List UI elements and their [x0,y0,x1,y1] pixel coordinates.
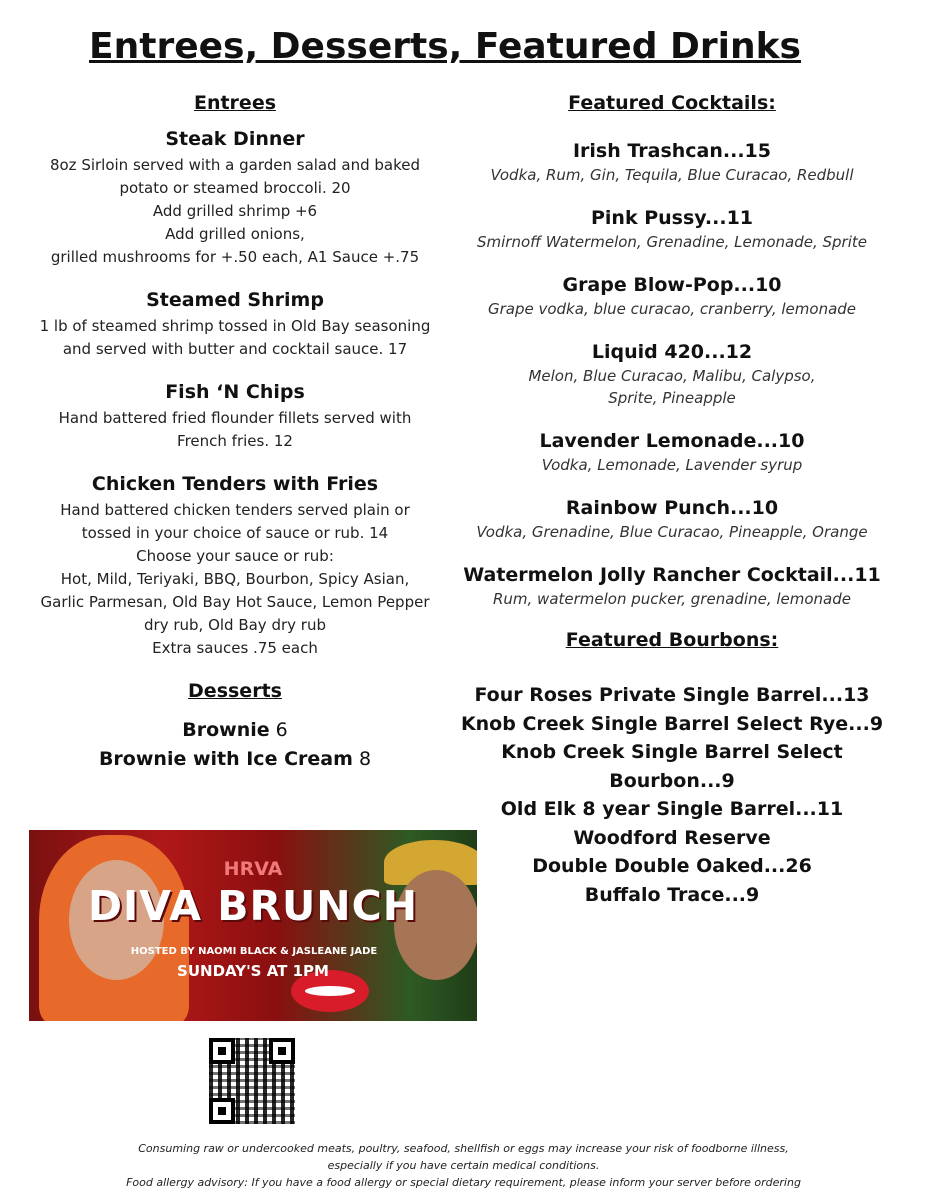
cocktail-name: Pink Pussy...11 [590,207,754,229]
cocktail-item [452,428,892,476]
desc-line: Extra sauces .75 each [152,639,318,657]
item-name: Steamed Shrimp [146,289,324,311]
item-description [28,499,442,660]
desserts-heading: Desserts [188,680,282,702]
menu-item [28,381,442,453]
cocktail-name: Irish Trashcan...15 [572,140,771,162]
banner-title: DIVA BRUNCH [87,882,419,930]
page-title: Entrees, Desserts, Featured Drinks [89,26,801,67]
desc-line: tossed in your choice of sauce or rub. 14 [81,524,389,542]
cocktail-ingredients: Vodka, Rum, Gin, Tequila, Blue Curacao, Redbull [490,166,854,184]
desc-line: and served with butter and cocktail sauce. 17 [62,340,408,358]
cocktails-heading: Featured Cocktails: [568,92,776,114]
menu-item [28,473,442,660]
bourbon-item: Buffalo Trace...9 [584,883,760,906]
item-name: Steak Dinner [165,128,305,150]
qr-finder [209,1098,235,1124]
cocktail-ingredients: Vodka, Grenadine, Blue Curacao, Pineapple, Orange [476,523,868,541]
bourbon-item: Knob Creek Single Barrel Select Bourbon...9 [501,741,843,792]
bourbon-item: Double Double Oaked...26 [532,855,812,877]
qr-finder [269,1038,295,1064]
cocktail-ingredients: Melon, Blue Curacao, Malibu, Calypso, [528,367,816,385]
diva-brunch-banner [29,830,477,1021]
cocktail-item [452,205,892,253]
desc-line: Choose your sauce or rub: [136,547,334,565]
item-description [28,407,442,453]
dessert-price: 8 [358,747,372,770]
right-column [452,92,892,909]
cocktail-name: Watermelon Jolly Rancher Cocktail...11 [463,564,881,586]
cocktail-ingredients: Sprite, Pineapple [608,389,736,407]
cocktail-item [452,495,892,543]
desc-line: dry rub, Old Bay dry rub [144,616,326,634]
cocktail-name: Grape Blow-Pop...10 [562,274,782,296]
dessert-price: 6 [275,719,288,741]
item-name: Chicken Tenders with Fries [91,473,379,495]
menu-item [28,289,442,361]
bourbon-item: Old Elk 8 year Single Barrel...11 [500,798,844,820]
desc-line: Add grilled onions, [165,225,305,243]
desc-line: 8oz Sirloin served with a garden salad and baked [49,156,421,174]
qr-finder [209,1038,235,1064]
desc-line: Hand battered fried flounder fillets served with [58,409,412,427]
desc-line: French fries. 12 [177,432,293,450]
footer-line: Consuming raw or undercooked meats, poultry, seafood, shellfish or eggs may increase your risk of foodborne illness, [138,1142,789,1155]
footer-line: especially if you have certain medical conditions. [327,1159,600,1172]
cocktail-item [452,138,892,186]
entrees-heading: Entrees [193,92,277,114]
dessert-name: Brownie [182,719,270,741]
desc-line: 1 lb of steamed shrimp tossed in Old Bay seasoning [39,317,431,335]
cocktail-ingredients: Vodka, Lemonade, Lavender syrup [541,456,803,474]
cocktail-item [452,272,892,320]
cocktail-ingredients: Grape vodka, blue curacao, cranberry, lemonade [487,300,857,318]
qr-code[interactable] [209,1038,295,1124]
cocktail-item [452,339,892,409]
desc-line: Garlic Parmesan, Old Bay Hot Sauce, Lemon Pepper [40,593,430,611]
banner-hrva: HRVA [223,858,283,880]
cocktail-ingredients: Smirnoff Watermelon, Grenadine, Lemonade, Sprite [477,233,867,251]
footer-disclaimer [0,1140,927,1191]
desc-line: Hot, Mild, Teriyaki, BBQ, Bourbon, Spicy Asian, [60,570,410,588]
cocktail-name: Liquid 420...12 [591,341,753,363]
dessert-item [28,716,442,745]
bourbon-item: Four Roses Private Single Barrel...13 [474,684,870,706]
desc-line: Hand battered chicken tenders served plain or [60,501,410,519]
cocktail-ingredients: Rum, watermelon pucker, grenadine, lemonade [492,590,851,608]
banner-hosted: HOSTED BY NAOMI BLACK & JASLEANE JADE [130,946,378,957]
desc-line: potato or steamed broccoli. 20 [119,179,351,197]
cocktail-name: Rainbow Punch...10 [565,497,779,519]
desc-line: grilled mushrooms for +.50 each, A1 Sauce +.75 [50,248,420,266]
cocktail-item [452,562,892,610]
menu-item [28,128,442,269]
desc-line: Add grilled shrimp +6 [152,202,318,220]
footer-line: Food allergy advisory: If you have a food allergy or special dietary requirement, please inform your server before ordering [126,1176,801,1189]
cocktail-name: Lavender Lemonade...10 [539,430,805,452]
item-description [28,315,442,361]
bourbons-heading: Featured Bourbons: [565,629,779,651]
item-description [28,154,442,269]
bourbon-item: Knob Creek Single Barrel Select Rye...9 [460,712,884,735]
left-column [28,92,442,773]
dessert-item [28,745,442,774]
dessert-name: Brownie with Ice Cream [98,747,353,770]
bourbon-item: Woodford Reserve [573,826,771,849]
banner-schedule: SUNDAY'S AT 1PM [177,962,329,980]
item-name: Fish ‘N Chips [165,381,305,403]
